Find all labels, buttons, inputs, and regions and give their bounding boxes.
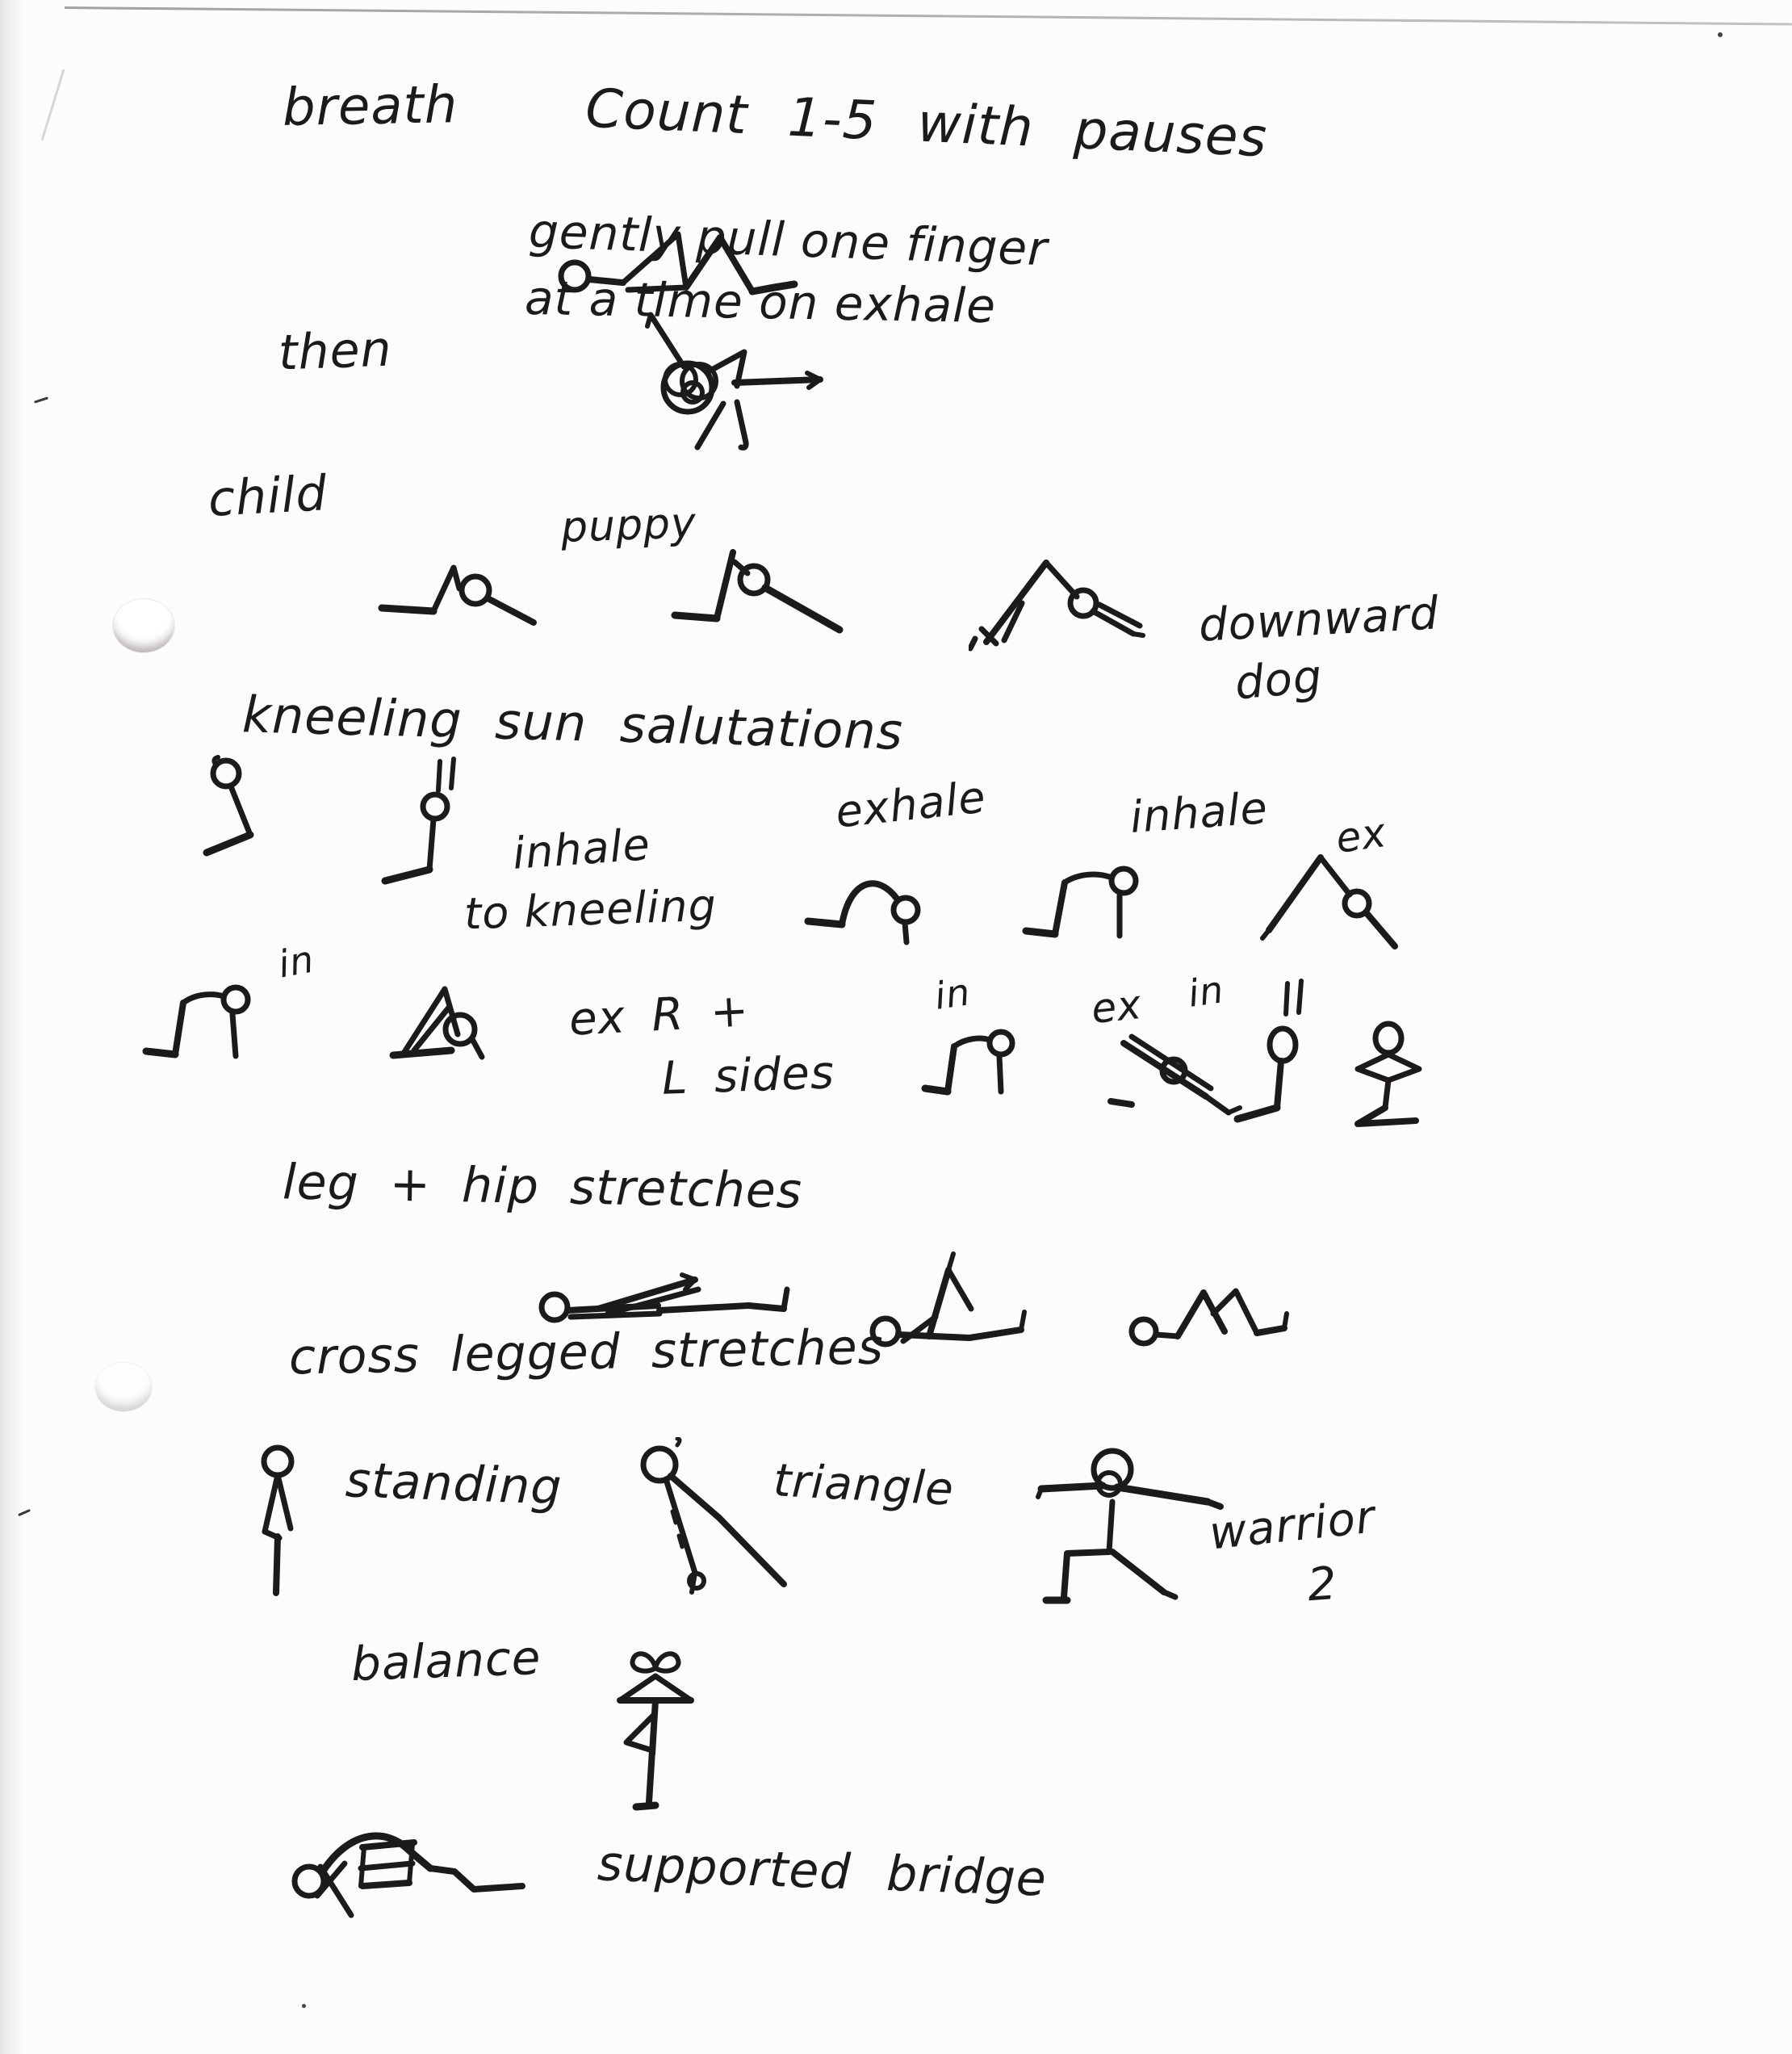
label-ex-r: ex R +: [567, 984, 751, 1046]
label-dog: dog: [1233, 650, 1325, 711]
hole-punch: [113, 599, 174, 652]
label-in-2: in: [932, 970, 973, 1018]
downward-dog-figure: [969, 545, 1162, 654]
downward-dog-small-figure: [1259, 840, 1429, 973]
label-standing: standing: [344, 1452, 563, 1516]
heading-leg-hip-stretches: leg + hip stretches: [282, 1154, 803, 1220]
scan-edge-shadow: [0, 0, 24, 2054]
label-breath: breath: [282, 75, 458, 138]
child-pose-figure: [375, 529, 545, 626]
label-in-3: in: [1185, 967, 1227, 1016]
label-supported-bridge: supported bridge: [596, 1835, 1049, 1908]
hole-punch: [95, 1363, 152, 1411]
tree-pose-figure: [605, 1631, 706, 1821]
kneeling-reach-figure-3: [920, 1009, 1061, 1118]
label-l-sides: L sides: [660, 1046, 835, 1105]
instruction-gently-line1: gently pull one finger: [528, 203, 1049, 277]
stray-pen-mark: [34, 396, 48, 403]
paper-crease: [41, 69, 65, 141]
puppy-pose-figure: [670, 533, 856, 634]
cat-stretch-figure: [803, 852, 957, 949]
label-to-kneeling: to kneeling: [463, 879, 718, 940]
kneeling-upright-figure: [194, 751, 299, 876]
label-downward: downward: [1197, 587, 1441, 652]
label-child: child: [207, 465, 329, 528]
folded-forward-figure: [383, 965, 537, 1082]
stray-ink-dot: [1718, 32, 1723, 37]
supine-knee-bent-figure: [868, 1247, 1061, 1369]
kneeling-arms-up-figure: [375, 755, 484, 896]
label-warrior-2: 2: [1305, 1557, 1339, 1612]
label-exhale-1: exhale: [833, 771, 989, 838]
label-in-1: in: [274, 937, 318, 987]
label-inhale-2: inhale: [1128, 782, 1270, 843]
heading-kneeling-sun-salutations: kneeling sun salutations: [241, 685, 904, 761]
tall-kneeling-figure: [1223, 977, 1336, 1134]
kneeling-reach-figure: [1021, 852, 1174, 961]
kneeling-reach-figure-2: [141, 969, 295, 1082]
stray-ink-dot: [302, 2004, 306, 2008]
paper-top-edge: [65, 6, 1792, 26]
instruction-gently-line2: at a time on exhale: [524, 270, 997, 334]
label-ex-2: ex: [1089, 980, 1145, 1033]
label-triangle: triangle: [772, 1454, 956, 1516]
label-warrior: warrior: [1207, 1490, 1378, 1561]
label-balance: balance: [350, 1629, 542, 1692]
label-inhale-1: inhale: [510, 819, 652, 879]
label-ex-1: ex: [1333, 808, 1390, 863]
supine-knees-up-figure: [1126, 1272, 1320, 1364]
label-puppy: puppy: [560, 499, 697, 552]
instruction-count: Count 1-5 with pauses: [584, 77, 1269, 170]
seated-cross-legged-figure: [1340, 1017, 1453, 1142]
standing-figure: [242, 1441, 323, 1599]
supported-bridge-figure: [287, 1817, 561, 1934]
heading-cross-legged-stretches: cross legged stretches: [288, 1318, 885, 1386]
label-then: then: [277, 321, 393, 382]
